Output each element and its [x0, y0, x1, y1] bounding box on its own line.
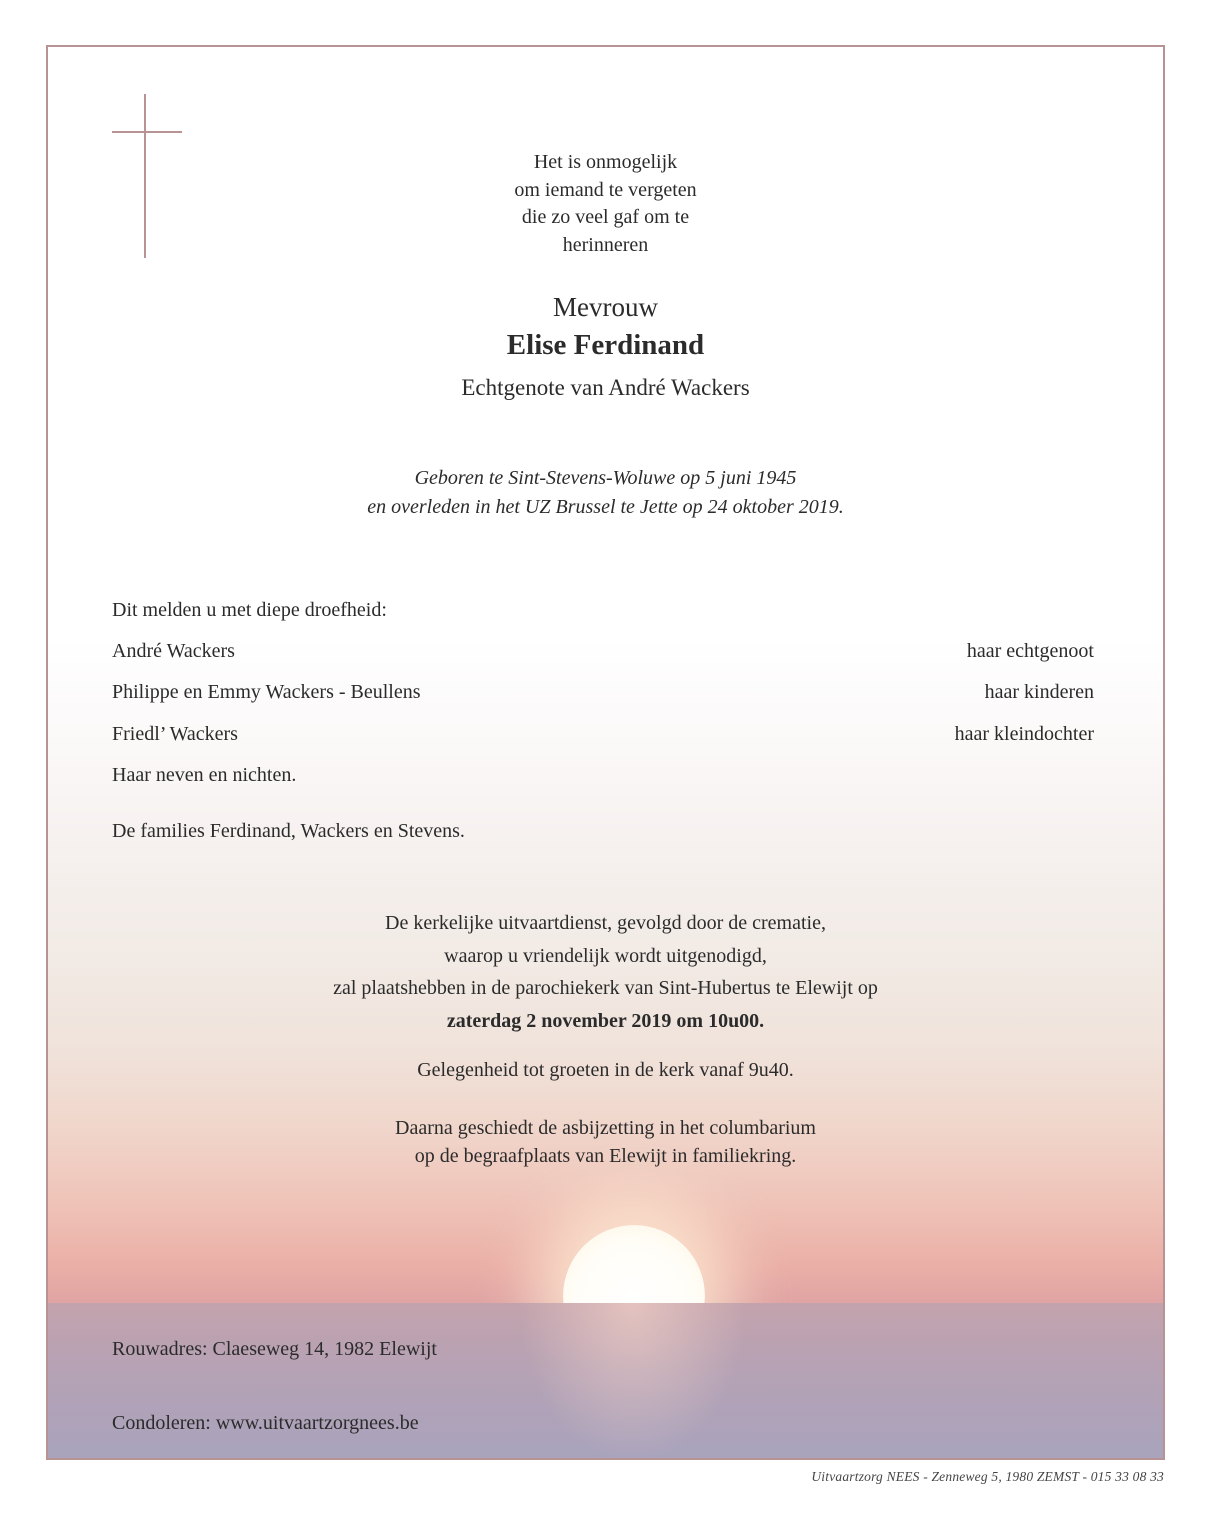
service-line: De kerkelijke uitvaartdienst, gevolgd door de crematie, [385, 912, 826, 934]
spouse-line: Echtgenote van André Wackers [461, 375, 750, 400]
cross-icon-bar [112, 131, 182, 133]
birth-death-info [48, 464, 1163, 522]
family-name: André Wackers [112, 640, 235, 662]
family-relation: haar echtgenoot [966, 640, 1094, 662]
relatives-line: Haar neven en nichten. [112, 764, 297, 786]
deceased-name: Elise Ferdinand [506, 329, 705, 361]
honorific: Mevrouw [553, 292, 658, 322]
poem [48, 149, 1163, 259]
sun-reflection [518, 1303, 748, 1460]
family-row [112, 723, 1094, 746]
condolence-link[interactable]: Condoleren: www.uitvaartzorgnees.be [112, 1412, 419, 1434]
birth-line: Geboren te Sint-Stevens-Woluwe op 5 juni 1945 [414, 467, 797, 489]
service-line: waarop u vriendelijk wordt uitgenodigd, [444, 944, 767, 967]
family-row [112, 640, 1094, 663]
families-line: De families Ferdinand, Wackers en Stevens. [112, 820, 465, 842]
family-name: Friedl’ Wackers [112, 723, 238, 745]
funeral-home-footer: Uitvaartzorg NEES - Zenneweg 5, 1980 ZEMST - 015 33 08 33 [811, 1469, 1164, 1484]
interment-line: Daarna geschiedt de asbijzetting in het columbarium [395, 1117, 816, 1139]
family-row [112, 681, 1094, 704]
family-name: Philippe en Emmy Wackers - Beullens [112, 681, 421, 703]
memorial-card [46, 45, 1165, 1460]
mourning-address: Rouwadres: Claeseweg 14, 1982 Elewijt [112, 1338, 437, 1360]
poem-line: die zo veel gaf om te [521, 206, 690, 228]
greeting-info: Gelegenheid tot groeten in de kerk vanaf 9u40. [417, 1059, 794, 1081]
poem-line: om iemand te vergeten [514, 178, 697, 201]
announce-intro: Dit melden u met diepe droefheid: [112, 599, 387, 621]
poem-line: Het is onmogelijk [533, 151, 678, 173]
interment-line: op de begraafplaats van Elewijt in familiekring. [414, 1145, 797, 1167]
poem-line: herinneren [562, 233, 649, 256]
family-relation: haar kinderen [984, 681, 1094, 703]
service-date: zaterdag 2 november 2019 om 10u00. [446, 1009, 765, 1032]
service-info [48, 907, 1163, 1037]
interment-info [48, 1114, 1163, 1170]
family-relation: haar kleindochter [954, 723, 1094, 745]
service-line: zal plaatshebben in de parochiekerk van Sint-Hubertus te Elewijt op [333, 977, 878, 999]
death-line: en overleden in het UZ Brussel te Jette op 24 oktober 2019. [367, 496, 844, 518]
